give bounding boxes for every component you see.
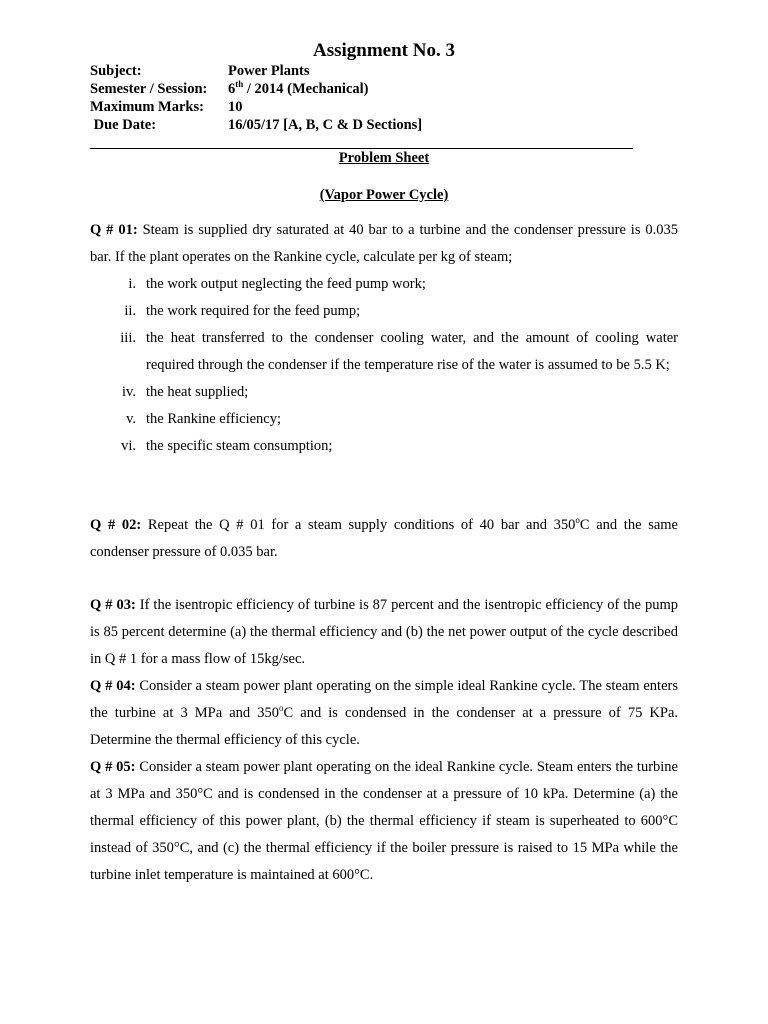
- due-date-row: [90, 116, 422, 134]
- question-1-parts: [90, 271, 678, 460]
- subject-row: [90, 62, 422, 80]
- question-2-body-b: C and the same condenser pressure of 0.035 bar.: [90, 517, 678, 560]
- question-2: [90, 512, 678, 566]
- list-item: [90, 406, 678, 433]
- list-item-text: the specific steam consumption;: [146, 438, 333, 454]
- subject-value: Power Plants: [228, 63, 310, 79]
- semester-label: Semester / Session:: [90, 81, 208, 97]
- question-5-label: Q # 05:: [90, 759, 136, 775]
- question-1-label: Q # 01:: [90, 222, 138, 238]
- due-date-label: Due Date:: [90, 117, 157, 133]
- question-1-text: [90, 217, 678, 271]
- question-4: [90, 673, 678, 754]
- question-4-label: Q # 04:: [90, 678, 136, 694]
- list-item-text: the work required for the feed pump;: [146, 303, 361, 319]
- marks-label: Maximum Marks:: [90, 99, 204, 115]
- list-item-number: vi.: [121, 438, 136, 454]
- list-item-number: iii.: [120, 330, 136, 346]
- semester-value: [228, 80, 369, 98]
- session-text: / 2014 (Mechanical): [243, 81, 369, 97]
- semester-ordinal: th: [235, 79, 244, 90]
- question-3: [90, 592, 678, 673]
- question-4-body-b: C and is condensed in the condenser at a pressure of 75 KPa. Determine the thermal efficiency of this cycle.: [90, 705, 678, 748]
- list-item-text: the Rankine efficiency;: [146, 411, 282, 427]
- question-5-body: Consider a steam power plant operating on the ideal Rankine cycle. Steam enters the turbine at 3 MPa and 350°C and is condensed in the condenser at a pressure of 10 kPa. Determine (a) the thermal efficiency of this power plant, (b) the thermal efficiency if steam is superheated to 600°C instead of 350°C, and (c) the thermal efficiency if the boiler pressure is raised to 15 MPa while the turbine inlet temperature is maintained at 600°C.: [90, 759, 678, 883]
- semester-row: [90, 80, 422, 98]
- assignment-title: Assignment No. 3: [313, 40, 455, 61]
- assignment-meta: [90, 62, 422, 134]
- due-date-value: 16/05/17 [A, B, C & D Sections]: [228, 117, 423, 133]
- question-1-body: Steam is supplied dry saturated at 40 bar to a turbine and the condenser pressure is 0.035 bar. If the plant operates on the Rankine cycle, calculate per kg of steam;: [90, 222, 678, 265]
- list-item-number: ii.: [124, 303, 136, 319]
- question-3-body: If the isentropic efficiency of turbine is 87 percent and the isentropic efficiency of the pump is 85 percent determine (a) the thermal efficiency and (b) the net power output of the cycle described in Q # 1 for a mass flow of 15kg/sec.: [90, 597, 679, 667]
- list-item: [90, 379, 678, 406]
- degree-sup: o: [279, 703, 284, 714]
- list-item: [90, 298, 678, 325]
- list-item: [90, 325, 678, 379]
- semester-number: 6: [228, 81, 236, 97]
- list-item-number: v.: [126, 411, 136, 427]
- list-item-text: the work output neglecting the feed pump work;: [146, 276, 426, 292]
- question-5: [90, 754, 678, 889]
- degree-sup: o: [575, 515, 580, 526]
- list-item-number: iv.: [122, 384, 136, 400]
- list-item-number: i.: [128, 276, 136, 292]
- marks-row: [90, 98, 422, 116]
- marks-value: 10: [228, 99, 243, 115]
- question-2-body-a: Repeat the Q # 01 for a steam supply conditions of 40 bar and 350: [141, 517, 576, 533]
- subject-label: Subject:: [90, 63, 142, 79]
- list-item-text: the heat supplied;: [146, 384, 249, 400]
- list-item: [90, 433, 678, 460]
- separator-line: [90, 148, 633, 149]
- question-1: [90, 217, 678, 460]
- section-heading: (Vapor Power Cycle): [319, 187, 449, 203]
- list-item: [90, 271, 678, 298]
- question-3-label: Q # 03:: [90, 597, 136, 613]
- question-2-label: Q # 02:: [90, 517, 142, 533]
- questions-3-5: [90, 592, 678, 889]
- question-4-body-a: Consider a steam power plant operating on the simple ideal Rankine cycle. The steam enters the turbine at 3 MPa and 350: [90, 678, 678, 721]
- problem-sheet-heading: Problem Sheet: [338, 150, 430, 166]
- list-item-text: the heat transferred to the condenser cooling water, and the amount of cooling water required through the condenser if the temperature rise of the water is assumed to be 5.5 K;: [146, 330, 678, 373]
- question-2-text: [90, 512, 678, 566]
